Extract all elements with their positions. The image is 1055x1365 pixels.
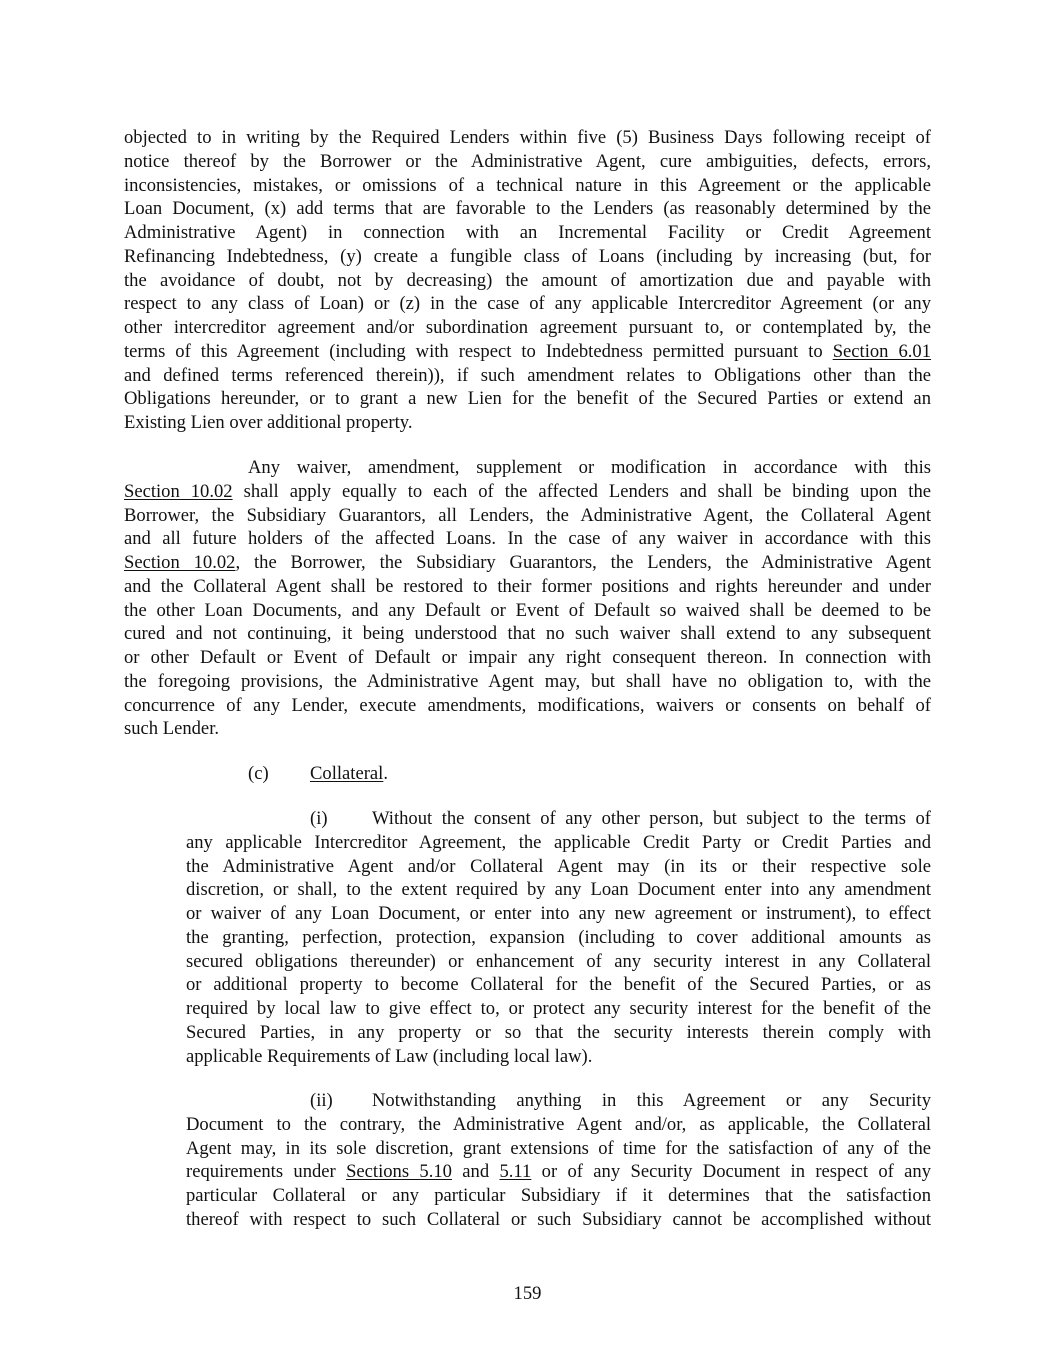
text-segment: applicable Requirements of Law (including local law).	[186, 1045, 593, 1067]
text-line	[124, 316, 931, 340]
text-segment: or other Default or Event of Default or impair any right consequent thereon. In connection with	[124, 647, 931, 668]
text-line	[124, 221, 931, 245]
text-segment: terms of this Agreement (including with respect to Indebtedness permitted pursuant to	[124, 340, 833, 362]
text-line	[186, 1184, 931, 1208]
text-line	[124, 456, 931, 480]
section-c-title: Collateral	[310, 763, 384, 784]
text-line	[124, 197, 931, 221]
text-line	[124, 150, 931, 174]
text-segment: shall apply equally to each of the affected Lenders and shall be binding upon the	[232, 480, 931, 502]
text-segment: such Lender.	[124, 718, 220, 740]
text-line	[124, 599, 931, 623]
text-line	[186, 926, 931, 950]
text-segment: objected to in writing by the Required Lenders within five (5) Business Days following receipt of	[124, 127, 931, 148]
text-segment: Loan Document, (x) add terms that are favorable to the Lenders (as reasonably determined by the	[124, 198, 931, 220]
text-segment: respect to any class of Loan) or (z) in the case of any applicable Intercreditor Agreement (or any	[124, 293, 931, 315]
text-segment: Obligations hereunder, or to grant a new Lien for the benefit of the Secured Parties or extend an	[124, 388, 931, 410]
text-segment: or waiver of any Loan Document, or enter into any new agreement or instrument), to effect	[186, 903, 931, 924]
text-segment: Document to the contrary, the Administrative Agent and/or, as applicable, the Collateral	[186, 1113, 931, 1135]
text-line	[124, 717, 931, 741]
text-line	[186, 1137, 931, 1161]
paragraph-waiver-effect	[124, 456, 931, 741]
text-segment: Secured Parties, in any property or so that the security interests therein comply with	[186, 1021, 931, 1043]
text-segment: thereof with respect to such Collateral or such Subsidiary cannot be accomplished without	[186, 1208, 931, 1230]
text-segment: Notwithstanding anything in this Agreement or any Security	[372, 1090, 931, 1111]
text-segment: , the Borrower, the Subsidiary Guarantors, the Lenders, the Administrative Agent	[235, 552, 931, 573]
text-segment: other intercreditor agreement and/or subordination agreement pursuant to, or contemplated by, the	[124, 317, 931, 338]
text-line	[124, 245, 931, 269]
text-line	[124, 694, 931, 718]
text-line	[186, 1045, 931, 1069]
text-line	[124, 646, 931, 670]
text-line	[124, 387, 931, 411]
text-segment: or of any Security Document in respect of any	[531, 1161, 931, 1183]
text-line	[186, 855, 931, 879]
text-segment: and	[451, 1161, 500, 1183]
text-segment: Any waiver, amendment, supplement or modification in accordance with this	[248, 457, 931, 478]
text-segment: and defined terms referenced therein)), if such amendment relates to Obligations other than the	[124, 364, 931, 386]
text-segment: cured and not continuing, it being understood that no such waiver shall extend to any subsequent	[124, 623, 931, 645]
text-line	[186, 997, 931, 1021]
section-c-number: (c)	[248, 763, 269, 784]
text-line	[124, 480, 931, 504]
text-line	[124, 527, 931, 551]
text-line	[186, 807, 931, 831]
text-line	[186, 1113, 931, 1137]
section-reference: Section 10.02	[124, 480, 233, 502]
section-c-heading	[248, 762, 388, 786]
section-reference: Sections 5.10	[346, 1161, 452, 1183]
page-number: 159	[513, 1283, 542, 1304]
text-line	[186, 1089, 931, 1113]
text-segment: concurrence of any Lender, execute amendments, modifications, waivers or consents on behalf of	[124, 694, 931, 716]
text-segment: the other Loan Documents, and any Default or Event of Default so waived shall be deemed to be	[124, 599, 931, 621]
paragraph-collateral-ii	[186, 1089, 931, 1232]
text-line	[124, 126, 931, 150]
text-segment: inconsistencies, mistakes, or omissions of a technical nature in this Agreement or the applicable	[124, 174, 931, 196]
text-segment: and all future holders of the affected Loans. In the case of any waiver in accordance with this	[124, 528, 931, 550]
section-c-title-period: .	[383, 763, 388, 784]
text-segment: the avoidance of doubt, not by decreasing) the amount of amortization due and payable with	[124, 269, 931, 291]
text-segment: particular Collateral or any particular Subsidiary if it determines that the satisfaction	[186, 1185, 931, 1206]
text-segment: Agent may, in its sole discretion, grant extensions of time for the satisfaction of any of the	[186, 1137, 931, 1159]
section-reference: Section 6.01	[832, 340, 932, 362]
text-line	[124, 575, 931, 599]
text-segment: or additional property to become Collateral for the benefit of the Secured Parties, or as	[186, 974, 931, 996]
text-segment: required by local law to give effect to, or protect any security interest for the benefit of the	[186, 998, 931, 1019]
text-segment: and the Collateral Agent shall be restored to their former positions and rights hereunder and under	[124, 575, 931, 597]
text-segment: secured obligations thereunder) or enhancement of any security interest in any Collateral	[186, 950, 931, 972]
clause-number: (ii)	[310, 1090, 333, 1111]
text-line	[124, 269, 931, 293]
text-line	[124, 622, 931, 646]
text-line	[186, 878, 931, 902]
text-line	[186, 902, 931, 926]
text-segment: the Administrative Agent and/or Collateral Agent may (in its or their respective sole	[186, 855, 931, 877]
text-segment: Borrower, the Subsidiary Guarantors, all Lenders, the Administrative Agent, the Collateral Agent	[124, 504, 931, 526]
text-line	[124, 551, 931, 575]
text-line	[124, 174, 931, 198]
text-segment: Administrative Agent) in connection with an Incremental Facility or Credit Agreement	[124, 222, 931, 243]
text-line	[124, 292, 931, 316]
text-line	[186, 831, 931, 855]
text-segment: Without the consent of any other person, but subject to the terms of	[372, 808, 931, 829]
text-line	[124, 411, 931, 435]
text-segment: requirements under	[186, 1161, 347, 1183]
text-line	[124, 340, 931, 364]
text-line	[124, 504, 931, 528]
text-line	[124, 364, 931, 388]
section-reference: 5.11	[499, 1161, 532, 1183]
text-segment: the granting, perfection, protection, expansion (including to cover additional amounts as	[186, 926, 931, 948]
text-line	[186, 973, 931, 997]
clause-number: (i)	[310, 808, 328, 829]
section-reference: Section 10.02	[124, 552, 236, 573]
text-segment: the foregoing provisions, the Administrative Agent may, but shall have no obligation to, with the	[124, 670, 931, 692]
text-segment: discretion, or shall, to the extent required by any Loan Document enter into any amendment	[186, 879, 931, 901]
text-segment: Existing Lien over additional property.	[124, 412, 413, 433]
text-line	[186, 950, 931, 974]
text-segment: Refinancing Indebtedness, (y) create a fungible class of Loans (including by increasing (but, for	[124, 245, 931, 267]
text-line	[186, 1208, 931, 1232]
paragraph-collateral-i	[186, 807, 931, 1068]
paragraph-amendment-terms	[124, 126, 931, 435]
text-line	[186, 1021, 931, 1045]
text-line	[124, 670, 931, 694]
text-segment: any applicable Intercreditor Agreement, the applicable Credit Party or Credit Parties and	[186, 831, 931, 853]
text-line	[186, 1160, 931, 1184]
text-segment: notice thereof by the Borrower or the Administrative Agent, cure ambiguities, defects, errors,	[124, 150, 931, 172]
